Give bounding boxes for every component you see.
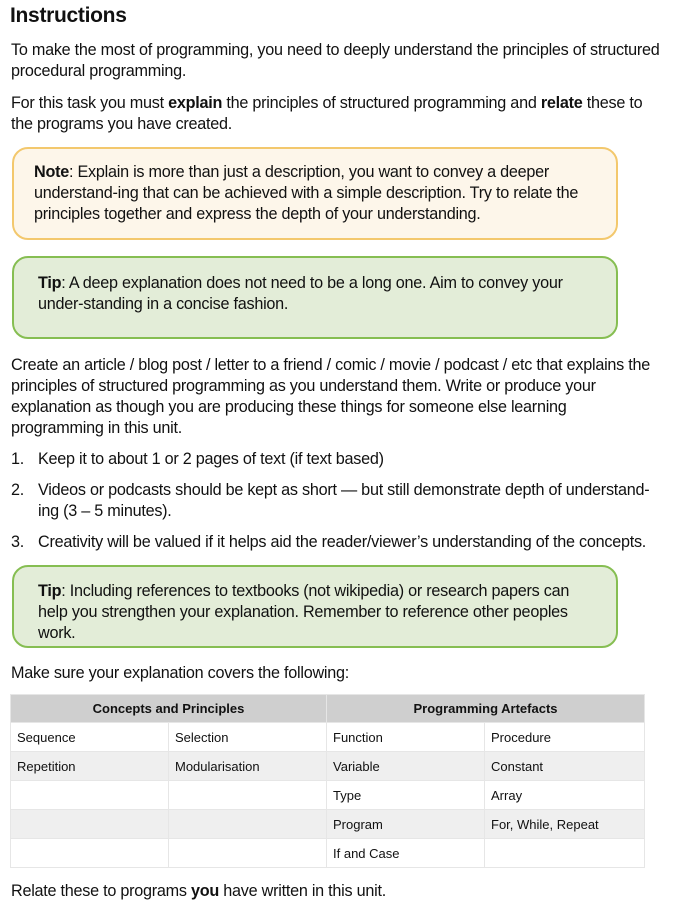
table-cell: Constant — [485, 752, 645, 781]
list-item — [11, 449, 661, 470]
task-text-post: these to the programs you have created. — [11, 94, 643, 133]
list-number: 1. — [11, 450, 25, 468]
list-item — [11, 480, 661, 522]
table-cell: Selection — [169, 723, 327, 752]
task-keyword-explain: explain — [168, 94, 223, 112]
tip-callout-concise — [12, 256, 618, 339]
list-number: 3. — [11, 533, 25, 551]
table-cell: Type — [327, 781, 485, 810]
table-cell: Repetition — [11, 752, 169, 781]
note-callout — [12, 147, 618, 240]
task-text-pre: For this task you must — [11, 94, 169, 112]
closing-text-pre: Relate these to programs — [11, 882, 192, 900]
table-cell — [169, 810, 327, 839]
table-cell: Variable — [327, 752, 485, 781]
table-cell: Function — [327, 723, 485, 752]
table-row — [11, 752, 645, 781]
table-cell: Procedure — [485, 723, 645, 752]
table-cell — [11, 839, 169, 868]
intro-paragraph: To make the most of programming, you need to deeply understand the principles of structured procedural programming. — [11, 41, 660, 80]
covers-intro: Make sure your explanation covers the following: — [11, 664, 350, 682]
table-cell: Program — [327, 810, 485, 839]
requirements-list — [11, 449, 661, 563]
list-item — [11, 532, 661, 553]
closing-text-post: have written in this unit. — [219, 882, 386, 900]
create-paragraph: Create an article / blog post / letter to a friend / comic / movie / podcast / etc that explains the principles of structured programming as you understand them. Write or produce your explanation as though you are producing these things for someone else learning programming in this unit. — [11, 356, 651, 437]
table-cell — [11, 781, 169, 810]
list-text: Videos or podcasts should be kept as short — but still demonstrate depth of understand-ing (3 – 5 minutes). — [38, 481, 650, 520]
list-text: Keep it to about 1 or 2 pages of text (if text based) — [38, 450, 384, 468]
table-cell — [169, 839, 327, 868]
table-row — [11, 839, 645, 868]
task-keyword-relate: relate — [540, 94, 583, 112]
closing-emphasis: you — [191, 882, 220, 900]
table-cell: For, While, Repeat — [485, 810, 645, 839]
table-cell: If and Case — [327, 839, 485, 868]
list-text: Creativity will be valued if it helps aid the reader/viewer’s understanding of the concepts. — [38, 533, 647, 551]
tip-text: : Including references to textbooks (not wikipedia) or research papers can help you strengthen your explanation. Remember to reference other peoples work. — [38, 582, 570, 642]
tip-label: Tip — [38, 582, 62, 600]
tip-label: Tip — [38, 274, 62, 292]
table-cell: Sequence — [11, 723, 169, 752]
table-row — [11, 810, 645, 839]
table-header-concepts: Concepts and Principles — [11, 695, 327, 723]
table-cell — [169, 781, 327, 810]
tip-callout-references — [12, 565, 618, 648]
list-number: 2. — [11, 481, 25, 499]
table-row — [11, 781, 645, 810]
task-text-mid: the principles of structured programming and — [222, 94, 541, 112]
table-cell: Array — [485, 781, 645, 810]
table-header-artefacts: Programming Artefacts — [327, 695, 645, 723]
note-text: : Explain is more than just a description, you want to convey a deeper understand-ing that can be achieved with a simple description. Try to relate the principles together and express the depth of your understanding. — [34, 163, 579, 223]
coverage-table — [10, 694, 645, 868]
closing-paragraph — [11, 881, 661, 902]
tip-text: : A deep explanation does not need to be a long one. Aim to convey your under-standing in a concise fashion. — [38, 274, 563, 313]
page-title: Instructions — [10, 4, 127, 27]
table-row — [11, 723, 645, 752]
table-cell — [485, 839, 645, 868]
task-paragraph — [11, 93, 661, 135]
table-cell: Modularisation — [169, 752, 327, 781]
table-cell — [11, 810, 169, 839]
note-label: Note — [34, 163, 69, 181]
